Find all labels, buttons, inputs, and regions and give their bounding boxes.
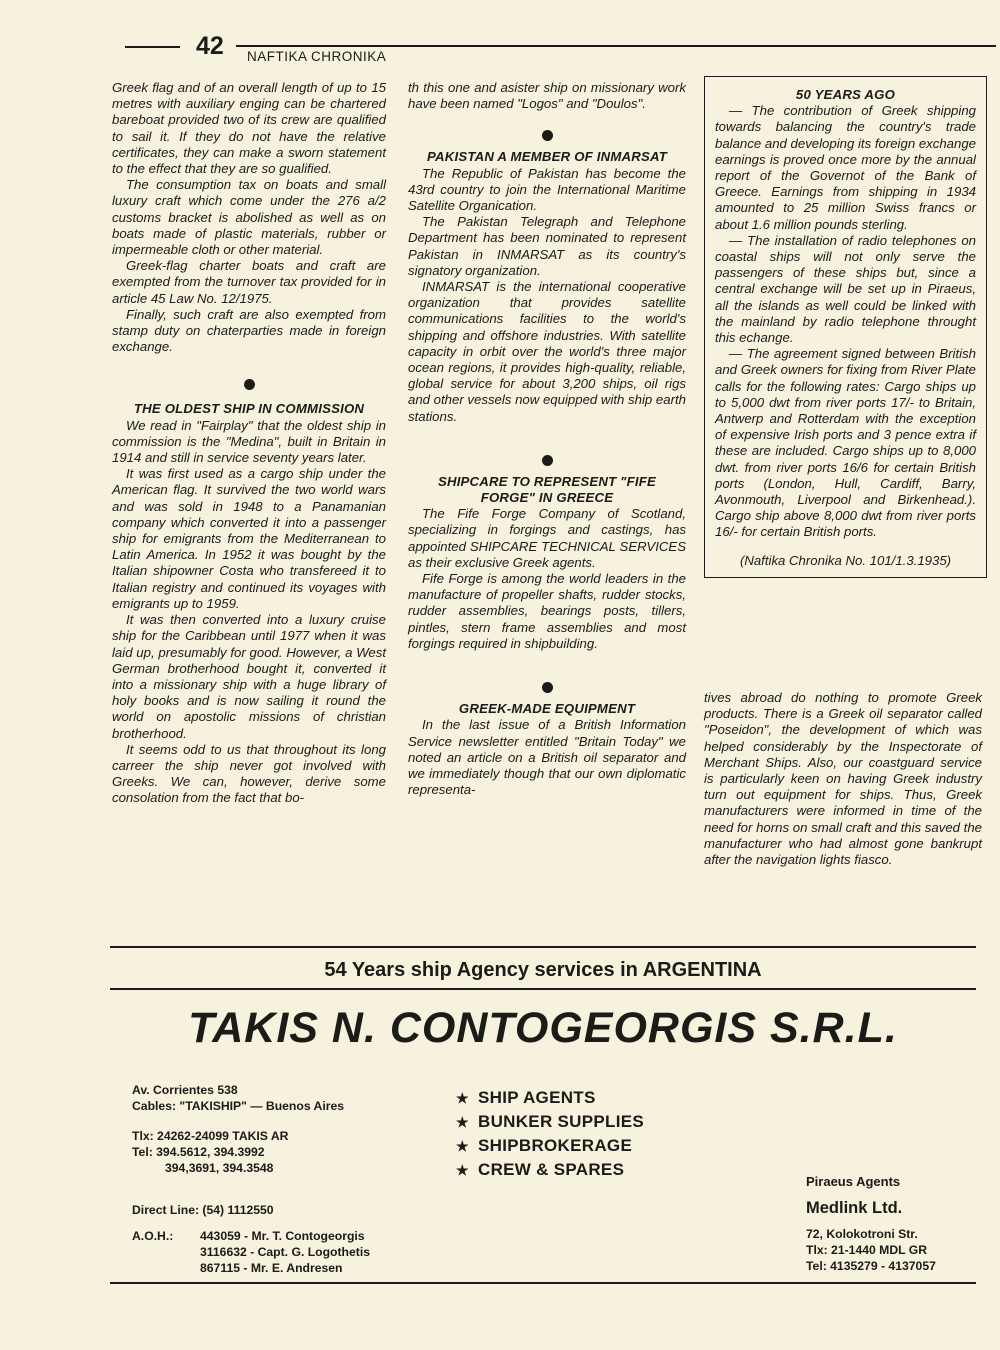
aoh-contact: 443059 - Mr. T. Contogeorgis: [200, 1229, 365, 1243]
aoh-block: [132, 1228, 462, 1276]
agent-telephone: Tel: 4135279 - 4137057: [806, 1259, 936, 1273]
agent-telex: Tlx: 21-1440 MDL GR: [806, 1243, 928, 1257]
service-item: [456, 1086, 776, 1110]
header-rule-right: [236, 45, 996, 47]
section-bullet: [542, 682, 553, 693]
address: Av. Corrientes 538: [132, 1083, 238, 1097]
heading-pakistan-inmarsat: PAKISTAN A MEMBER OF INMARSAT: [427, 149, 667, 165]
fifty-years-ago-box: [704, 76, 987, 578]
aoh-label: A.O.H.:: [132, 1229, 174, 1243]
piraeus-label: Piraeus Agents: [806, 1174, 901, 1189]
star-icon: ★: [456, 1114, 469, 1130]
heading-greek-made-equipment: GREEK-MADE EQUIPMENT: [458, 701, 636, 717]
ad-rule: [110, 988, 976, 990]
box-paragraph: — The contribution of Greek shipping towards balancing the country's trade balance and developing its foreign exchange earnings is proved once more by the annual report of the Governot of the Bank of Greece. Earnings from shipping in 1934 amounted to 25 million Swiss francs or about 1.6 million pounds sterling.: [715, 103, 977, 232]
ad-headline: 54 Years ship Agency services in ARGENTINA: [324, 959, 762, 981]
article-paragraph: In the last issue of a British Information Service newsletter entitled "Britain Today" we noted an article on a British oil separator and we immediately though that our own diplomatic representa-: [408, 717, 686, 798]
section-bullet: [542, 130, 553, 141]
box-paragraph: — The installation of radio telephones on coastal ships will not only serve the passengers of these ships but, since a central exchange will be set up in Piraeus, all the islands as well could be linked with the mainland by radio telephone throught this echange.: [715, 232, 976, 346]
ad-top-rule: [110, 946, 976, 948]
page-number: 42: [196, 32, 224, 60]
agent-address: 72, Kolokotroni Str.: [806, 1227, 918, 1241]
publication-title: NAFTIKA CHRONIKA: [245, 49, 390, 65]
agent-name: Medlink Ltd.: [806, 1199, 903, 1217]
service-item: [456, 1134, 776, 1158]
heading-oldest-ship: THE OLDEST SHIP IN COMMISSION: [133, 401, 365, 417]
article-paragraph: INMARSAT is the international cooperative organization that provides satellite communications facilities to the world's shipping and offshore industries. With satellite capacity in orbit over the world's three major ocean regions, it provides high-quality, reliable, global service for about 3,200 ships, oil rigs and other vessels now equipped with ship earth stations.: [408, 279, 686, 424]
article-paragraph: tives abroad do nothing to promote Greek products. There is a Greek oil separator called "Poseidon", the development of which was helped considerably by the Inspectorate of Merchant Ships. Also, our coastguard service is particularly keen on having Greek industry turn out equipment for ships. Thus, Greek manufacturers were informed in time of the need for horns on small craft and this saved the manufacturer who had almost gone bankrupt after the navigation lights fiasco.: [704, 690, 982, 868]
service-item: [456, 1110, 776, 1134]
article-paragraph: The consumption tax on boats and small luxury craft which come under the 276 a/2 customs bracket is abolished as well as on boats made of plastic materials, rubber or impermeable cloth or other material.: [112, 177, 386, 258]
article-paragraph: We read in "Fairplay" that the oldest ship in commission is the "Medina", built in Britain in 1914 and still in service seventy years later.: [112, 417, 386, 466]
heading-shipcare-fife-forge: SHIPCARE TO REPRESENT "FIFE FORGE" IN GREECE: [437, 473, 657, 506]
company-name: TAKIS N. CONTOGEORGIS S.R.L.: [188, 1004, 898, 1052]
star-icon: ★: [456, 1162, 469, 1178]
star-icon: ★: [456, 1090, 469, 1106]
section-bullet: [542, 455, 553, 466]
ad-bottom-rule: [110, 1282, 976, 1284]
service-label: SHIPBROKERAGE: [478, 1136, 633, 1155]
telephone-more: 394,3691, 394.3548: [165, 1161, 274, 1175]
service-label: BUNKER SUPPLIES: [478, 1112, 645, 1131]
box-paragraph: — The agreement signed between British and Greek owners for fixing from River Plate calls for the following rates: Cargo ships up to 5,000 dwt from river ports 17/- to Britain, Antwerp and Rotterdam with the exception of expensive Irish ports and 3 pence extra if these are included. Cargo ships up to 8,000 dwt. from river ports 16/6 for certain British ports (London, Hull, Cardiff, Barry, Avonmouth, Liverpool and Birkenhead.). Cargo ship above 8,000 dwt from river ports 16/- for certain British ports.: [715, 346, 976, 540]
article-paragraph: It was then converted into a luxury cruise ship for the Caribbean until 1977 when it was laid up, presumably for good. However, a West German brotherhood bought it, converted it into a missionary ship with a huge library of holy books and is now sailing it round the world on apostolic missions of christian brotherhood.: [112, 612, 386, 741]
article-paragraph: It seems odd to us that throughout its long carreer the ship never got involved with Greeks. We can, however, derive some consolation from the fact that bo-: [112, 741, 386, 806]
service-label: SHIP AGENTS: [478, 1088, 596, 1107]
service-item: [456, 1158, 776, 1182]
column-right-continuation: [704, 690, 982, 868]
services-list: [456, 1086, 776, 1182]
box-title: 50 YEARS AGO: [795, 87, 896, 102]
cables: Cables: "TAKISHIP" — Buenos Aires: [132, 1099, 345, 1113]
section-bullet: [244, 379, 255, 390]
article-paragraph: Finally, such craft are also exempted from stamp duty on chaterparties made in foreign exchange.: [112, 306, 386, 355]
star-icon: ★: [456, 1138, 469, 1154]
article-paragraph: The Pakistan Telegraph and Telephone Department has been nominated to represent Pakistan in INMARSAT as its country's signatory organization.: [408, 214, 686, 278]
article-paragraph: Fife Forge is among the world leaders in the manufacture of propeller shafts, rudder stocks, rudder assemblies, bearings posts, tillers, pintles, stern frame assemblies and most forgings required in shipbuilding.: [408, 571, 686, 651]
contact-block: [132, 1082, 432, 1176]
telex: Tlx: 24262-24099 TAKIS AR: [132, 1129, 289, 1143]
aoh-contact: 3116632 - Capt. G. Logothetis: [200, 1245, 370, 1259]
article-paragraph: Greek flag and of an overall length of up to 15 metres with auxiliary enging can be chartered bareboat provided two of its crew are qualified to sail it. If they do not have the relative certificates, they can make a sworn statement to the effect that they are so gualified.: [112, 80, 386, 177]
box-citation: (Naftika Chronika No. 101/1.3.1935): [739, 552, 952, 568]
piraeus-agents-block: [806, 1174, 996, 1274]
article-paragraph: Greek-flag charter boats and craft are exempted from the turnover tax provided for in article 45 Law No. 12/1975.: [112, 258, 386, 306]
service-label: CREW & SPARES: [478, 1160, 625, 1179]
aoh-contact: 867115 - Mr. E. Andresen: [200, 1261, 343, 1275]
article-paragraph: The Fife Forge Company of Scotland, specializing in forgings and castings, has appointed SHIPCARE TECHNICAL SERVICES as their exclusive Greek agents.: [408, 506, 686, 570]
column-left: [112, 80, 386, 807]
header-rule-left: [125, 46, 180, 48]
column-middle: [408, 80, 686, 798]
telephone: Tel: 394.5612, 394.3992: [132, 1145, 265, 1159]
direct-line: Direct Line: (54) 1112550: [132, 1203, 274, 1217]
article-paragraph: It was first used as a cargo ship under the American flag. It survived the two world wars and was sold in 1948 to a Panamanian company which converted it into a passenger ship for emigrants from the Mediterranean to Latin America. In 1952 it was bought by the Italian shipowner Costa who transfereed it to Italian registry and continued its voyages with emigrants up to 1959.: [112, 466, 386, 611]
article-paragraph: The Republic of Pakistan has become the 43rd country to join the International Maritime Satellite Organication.: [408, 165, 686, 214]
article-paragraph: th this one and asister ship on missionary work have been named "Logos" and "Doulos".: [408, 80, 686, 112]
